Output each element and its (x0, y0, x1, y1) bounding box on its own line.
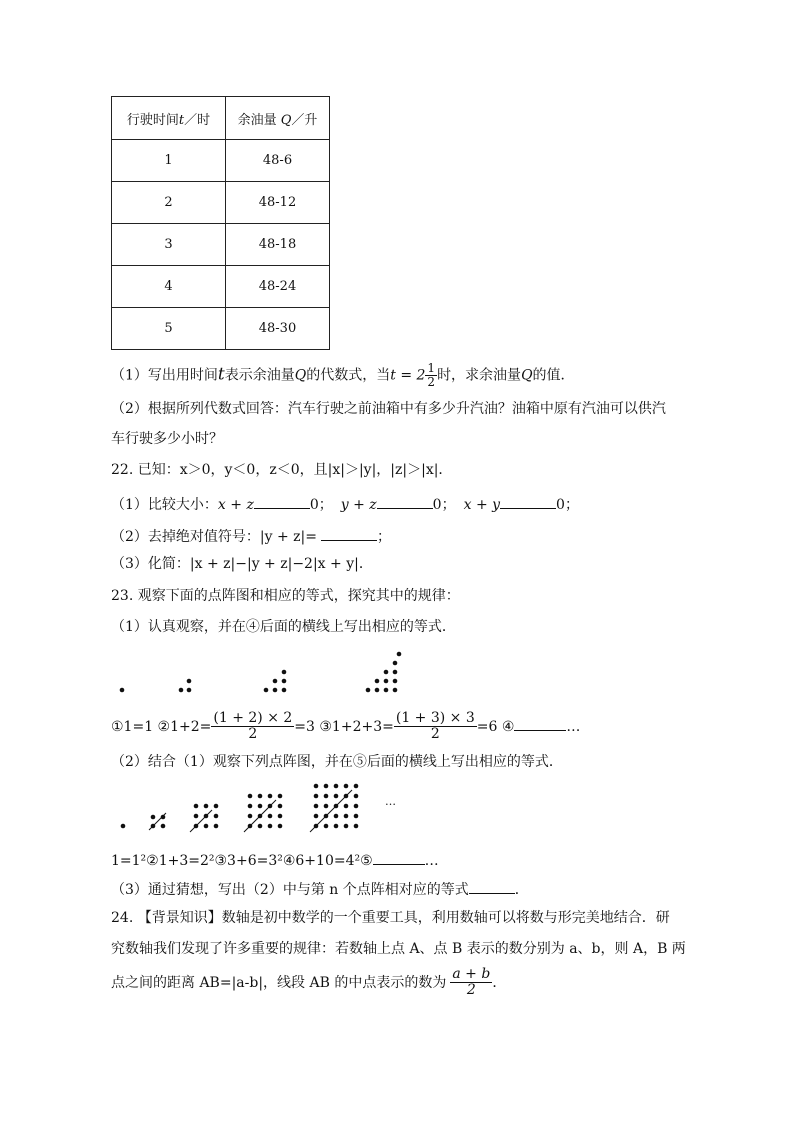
fraction-denominator: 2 (427, 375, 436, 390)
cell-time: 3 (112, 224, 226, 266)
ellipsis: … (424, 853, 439, 869)
dot (258, 794, 263, 799)
q24-line3-text: 点之间的距离 AB=|a-b|，线段 AB 的中点表示的数为 (111, 974, 447, 991)
dot (324, 824, 329, 829)
q22-p1-expr3: x + y (463, 497, 501, 513)
dot (248, 814, 253, 819)
dot (314, 814, 319, 819)
dot (258, 824, 263, 829)
fraction-numerator: 1 (427, 361, 436, 375)
dot (334, 824, 339, 829)
eq2-text: 1=1²②1+3=2²③3+6=3²④6+10=4²⑤ (111, 853, 373, 869)
q22-p1-label: （1）比较大小： (111, 497, 218, 513)
dot (278, 804, 283, 809)
dot (248, 794, 253, 799)
header-time-text: 行驶时间 (126, 112, 179, 128)
q23-stem: 23. 观察下面的点阵图和相应的等式，探究其中的规律： (111, 588, 460, 604)
dot (161, 824, 166, 829)
dot (204, 824, 209, 829)
eq1-text-c: =6 ④ (476, 718, 515, 735)
dot (278, 824, 283, 829)
dot (314, 804, 319, 809)
ellipsis: … (566, 718, 581, 735)
dot (268, 794, 273, 799)
dot (324, 794, 329, 799)
q22-part3: （3）化简：|x + z|−|y + z|−2|x + y|． (111, 556, 373, 572)
dot (121, 824, 126, 829)
dot (214, 814, 219, 819)
midpoint-fraction (450, 967, 492, 999)
q24-end: ． (492, 974, 507, 991)
q22-p1-expr1: x + z (217, 497, 254, 513)
diagonal-line (190, 810, 212, 832)
fraction-denominator: 2 (466, 982, 476, 999)
eq1-text-b: =3 ③1+2+3= (294, 718, 394, 735)
fraction-numerator: (1 + 2) × 2 (213, 710, 293, 726)
dot (204, 804, 209, 809)
dot (194, 804, 199, 809)
dot (354, 794, 359, 799)
cell-fuel: 48-30 (226, 308, 330, 350)
q21-part2-line2: 车行驶多少小时？ (111, 431, 223, 447)
dot (314, 794, 319, 799)
dot (214, 824, 219, 829)
answer-blank (373, 850, 425, 865)
cell-time: 1 (112, 140, 226, 182)
q23-part3 (111, 879, 529, 897)
q21-p1-eq: t = 2 (390, 367, 426, 384)
dot (344, 824, 349, 829)
q23-part2: （2）结合（1）观察下列点阵图，并在⑤后面的横线上写出相应的等式． (111, 754, 563, 770)
q21-p1-text-e: 的值． (532, 367, 575, 384)
fraction-denominator: 2 (430, 726, 440, 743)
q23-equations-2 (111, 850, 439, 868)
dot (258, 804, 263, 809)
dot (194, 814, 199, 819)
q24-line2: 究数轴我们发现了许多重要的规律：若数轴上点 A、点 B 表示的数分别为 a、b，则 A，B 两 (111, 941, 686, 957)
q23-part1: （1）认真观察，并在④后面的横线上写出相应的等式． (111, 619, 456, 635)
cell-fuel: 48-18 (226, 224, 330, 266)
q21-p1-text-d: 时，求余油量 (437, 367, 522, 384)
dot (354, 814, 359, 819)
dot (268, 824, 273, 829)
fraction-numerator: (1 + 3) × 3 (395, 710, 475, 726)
dot (278, 814, 283, 819)
q21-p1-var-t: t (217, 364, 225, 385)
q24-line3 (111, 967, 506, 999)
q21-part2-line1: （2）根据所列代数式回答：汽车行驶之前油箱中有多少升汽油？油箱中原有汽油可以供汽 (111, 401, 666, 417)
cell-time: 2 (112, 182, 226, 224)
q23-p3-text: （3）通过猜想，写出（2）中与第 n 个点阵相对应的等式 (111, 882, 469, 898)
figures-ellipsis: … (385, 795, 396, 808)
q22-stem: 22. 已知：x＞0，y＜0，z＜0，且|x|＞|y|，|z|＞|x|． (111, 462, 453, 478)
header-fuel-text: 余油量 (237, 112, 277, 128)
dot (248, 804, 253, 809)
dot (354, 784, 359, 789)
header-fuel-unit: ／升 (291, 112, 318, 128)
dot (344, 784, 349, 789)
header-time-var: t (178, 112, 185, 128)
q21-p1-var-q2: Q (521, 367, 533, 384)
dot (151, 815, 156, 820)
cell-fuel: 48-12 (226, 182, 330, 224)
cell-time: 4 (112, 266, 226, 308)
header-time-unit: ／时 (184, 112, 211, 128)
q21-p1-text-a: （1）写出用时间 (111, 367, 218, 384)
q21-p1-text-c: 的代数式，当 (306, 367, 391, 384)
dot (268, 814, 273, 819)
q22-p2-end: ； (377, 529, 391, 545)
dot (334, 794, 339, 799)
q22-p2-text: （2）去掉绝对值符号：|y + z|= (111, 529, 317, 545)
fraction-numerator: a + b (452, 966, 491, 982)
cell-time: 5 (112, 308, 226, 350)
header-fuel-var: Q (280, 112, 292, 128)
q23-p3-end: ． (514, 882, 529, 898)
dot (344, 814, 349, 819)
dot (354, 804, 359, 809)
q22-zero: 0； (432, 497, 456, 513)
q22-zero: 0； (556, 497, 579, 513)
dot (354, 824, 359, 829)
dot (214, 804, 219, 809)
cell-fuel: 48-6 (226, 140, 330, 182)
cell-fuel: 48-24 (226, 266, 330, 308)
q24-line1: 24. 【背景知识】数轴是初中数学的一个重要工具，利用数轴可以将数与形完美地结合．研 (111, 910, 670, 926)
dot (334, 814, 339, 819)
dot (278, 794, 283, 799)
q22-p1-expr2: y + z (340, 497, 377, 513)
q21-p1-var-q: Q (294, 367, 307, 384)
answer-blank (469, 879, 515, 894)
eq1-text-a: ①1=1 ②1+2= (111, 718, 212, 735)
dot (344, 804, 349, 809)
q22-zero: 0； (309, 497, 333, 513)
dot (334, 784, 339, 789)
dot (314, 784, 319, 789)
fraction-denominator: 2 (248, 726, 258, 743)
dot (324, 804, 329, 809)
dot (324, 784, 329, 789)
q21-p1-text-b: 表示余油量 (224, 367, 295, 384)
